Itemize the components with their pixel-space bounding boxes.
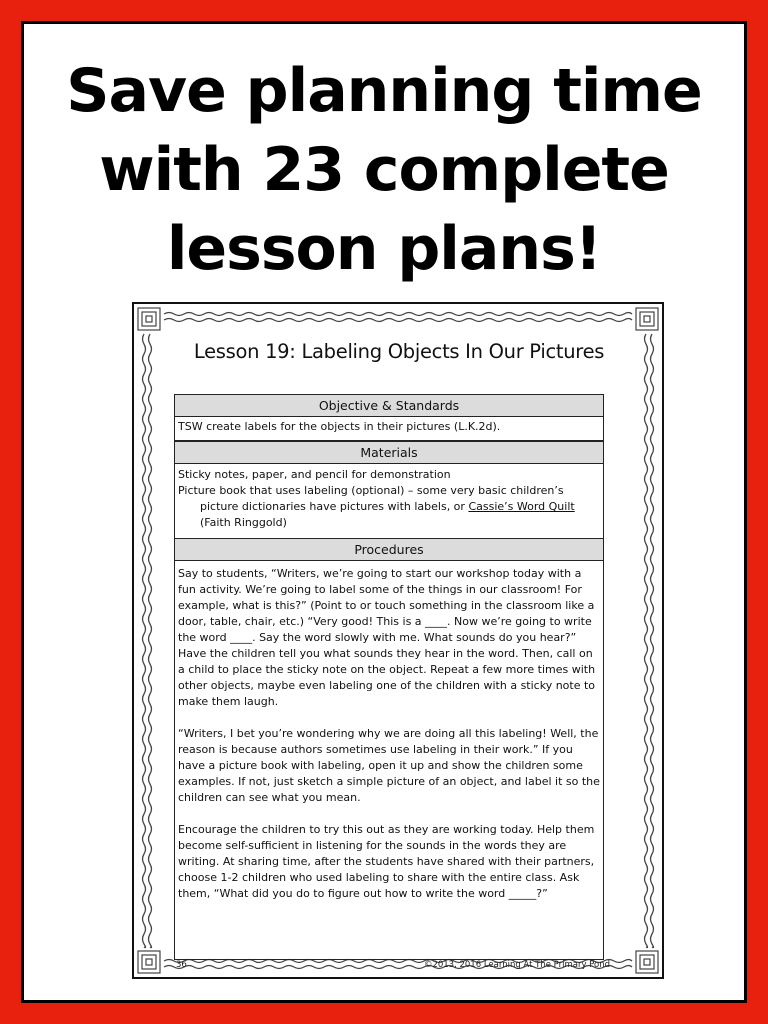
lesson-page-preview bbox=[132, 302, 664, 979]
headline-line-1: Save planning time bbox=[66, 56, 702, 126]
headline bbox=[24, 52, 744, 289]
materials-line-1: Sticky notes, paper, and pencil for demonstration bbox=[178, 468, 451, 481]
lesson-title: Lesson 19: Labeling Objects In Our Pictures bbox=[193, 340, 605, 363]
headline-line-2: with 23 complete bbox=[99, 135, 669, 205]
materials-line-2-author: (Faith Ringgold) bbox=[200, 516, 287, 529]
materials-line-2 bbox=[178, 483, 600, 531]
materials-line-2-text: Picture book that uses labeling (optional) – some very basic children’s picture dictionaries have pictures with labels, or bbox=[178, 484, 564, 513]
procedures-section bbox=[174, 538, 604, 960]
headline-line-3: lesson plans! bbox=[166, 214, 602, 284]
wave-line bbox=[651, 334, 654, 948]
book-title: Cassie’s Word Quilt bbox=[468, 500, 575, 513]
page-number: 36 bbox=[176, 960, 187, 970]
wave-line bbox=[645, 334, 648, 948]
lesson-content bbox=[166, 328, 632, 970]
procedure-paragraph-1: Say to students, “Writers, we’re going to start our workshop today with a fun activity. We’re going to label some of the things in our classroom! For example, what is this?” (Point to or touch something in the classroom like a door, table, chair, etc.) “Very good! This is a ____. Now we’re going to write the word ____. Say the word slowly with me. What sounds do you hear?” Have the children tell you what sounds they hear in the word. Then, call on a child to place the sticky note on the object. Repeat a few more times with other objects, maybe even labeling one of the children with a sticky note to make them laugh. bbox=[178, 567, 596, 708]
procedure-paragraph-3: Encourage the children to try this out as they are working today. Help them become self-sufficient in listening for the sounds in the words they are writing. At sharing time, after the students have shared with their partners, choose 1-2 children who used labeling to share with the entire class. Ask them, “What did you do to figure out how to write the word _____?” bbox=[178, 823, 595, 900]
objective-section bbox=[174, 394, 604, 441]
page-footer bbox=[176, 960, 610, 970]
wave-line bbox=[164, 319, 632, 322]
copyright: ©2013, 2016 Learning At The Primary Pond bbox=[423, 960, 610, 970]
wave-line bbox=[164, 313, 632, 316]
materials-heading: Materials bbox=[175, 442, 603, 464]
wave-line bbox=[143, 334, 146, 948]
promo-card bbox=[21, 21, 747, 1003]
procedures-heading: Procedures bbox=[175, 539, 603, 561]
wave-line bbox=[149, 334, 152, 948]
materials-section bbox=[174, 441, 604, 541]
procedure-paragraph-2: “Writers, I bet you’re wondering why we are doing all this labeling! Well, the reason is because authors sometimes use labeling in their work.” If you have a picture book with labeling, open it up and show the children some examples. If not, just sketch a simple picture of an object, and label it so the children can see what you mean. bbox=[178, 727, 600, 804]
objective-text: TSW create labels for the objects in their pictures (L.K.2d). bbox=[178, 420, 501, 433]
objective-heading: Objective & Standards bbox=[175, 395, 603, 417]
